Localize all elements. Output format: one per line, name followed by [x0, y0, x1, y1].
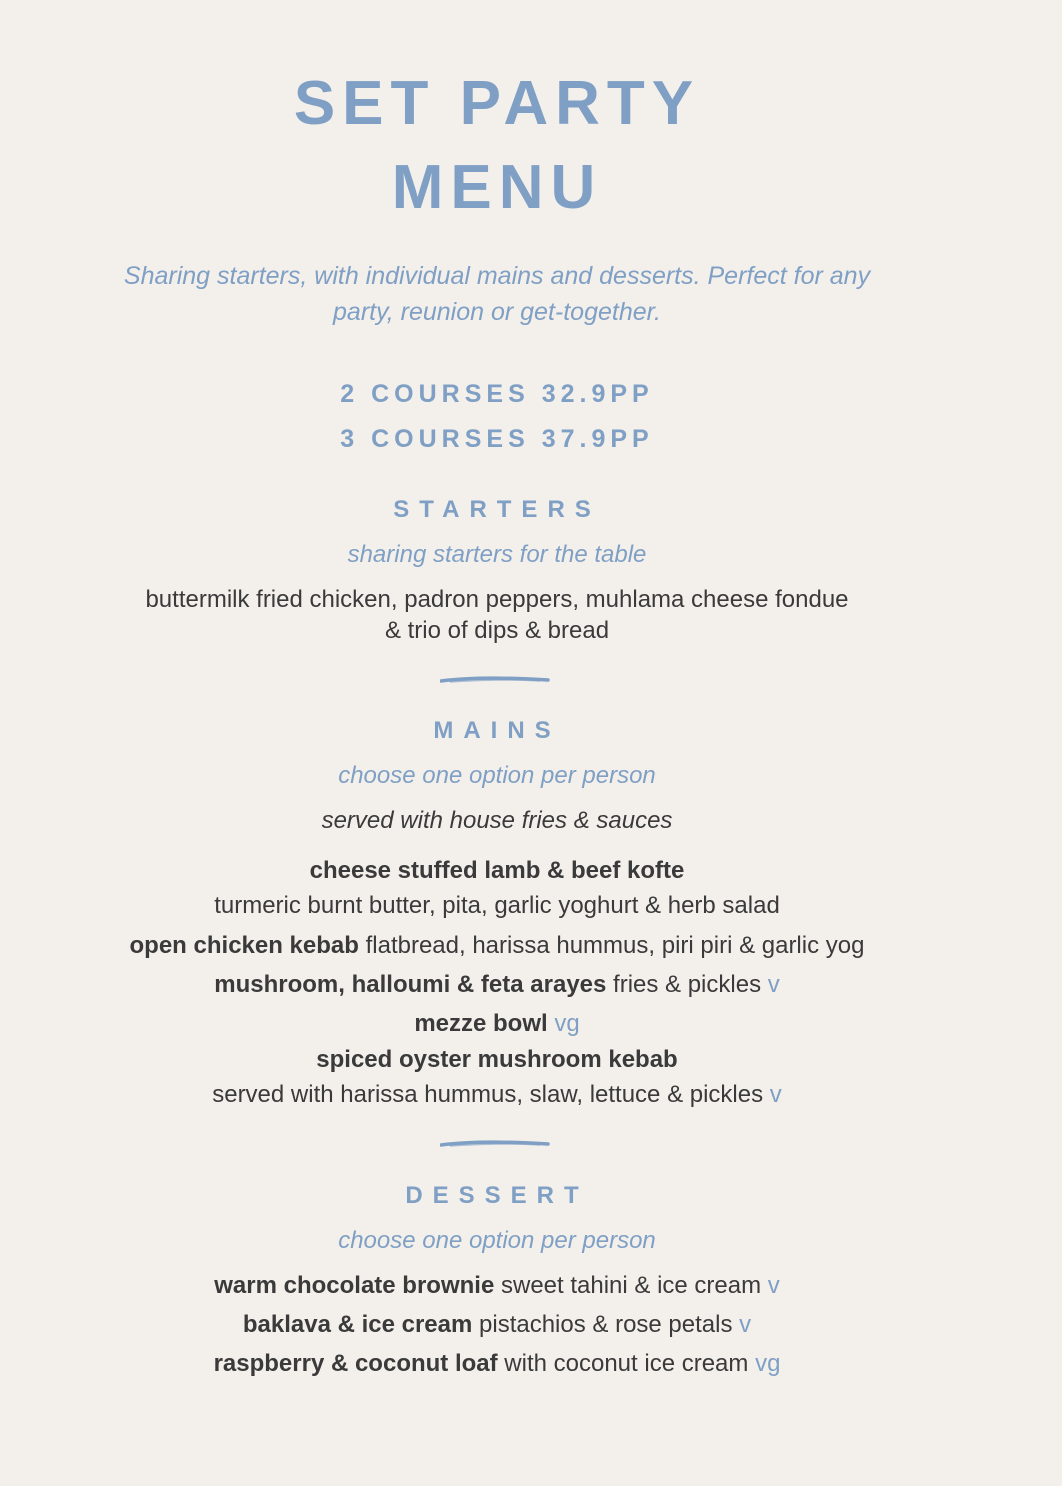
item-name: spiced oyster mushroom kebab: [316, 1046, 678, 1073]
vegetarian-tag: v: [769, 1081, 782, 1108]
dessert-item-brownie: [0, 1272, 994, 1300]
item-desc: pistachios & rose petals: [472, 1311, 740, 1338]
menu-intro: Sharing starters, with individual mains and desserts. Perfect for any party, reunion or get-together.: [123, 262, 871, 326]
vegan-tag: vg: [547, 1010, 580, 1037]
item-desc: fries & pickles: [606, 971, 768, 998]
mains-item-kofte-desc: turmeric burnt butter, pita, garlic yoghurt & herb salad: [214, 892, 780, 919]
vegetarian-tag: v: [767, 971, 780, 998]
menu-title: [0, 62, 994, 230]
menu-title-line1: SET PARTY: [293, 69, 701, 138]
starters-line2: & trio of dips & bread: [384, 617, 610, 644]
item-name: mezze bowl: [414, 1010, 548, 1037]
item-name: warm chocolate brownie: [214, 1272, 495, 1299]
vegetarian-tag: v: [767, 1272, 780, 1299]
mains-item-mushroom-kebab-name: [0, 1046, 994, 1074]
menu-title-line2: MENU: [391, 153, 603, 222]
brush-stroke-divider-icon: [440, 1139, 550, 1149]
item-desc: flatbread, harissa hummus, piri piri & garlic yog: [358, 932, 865, 959]
starters-heading: STARTERS: [393, 496, 601, 523]
mains-item-chicken-kebab: [0, 932, 994, 960]
item-desc: with coconut ice cream: [497, 1350, 756, 1377]
mains-item-mushroom-kebab-desc: [0, 1081, 994, 1109]
mains-item-arayes: [0, 971, 994, 999]
item-desc: sweet tahini & ice cream: [494, 1272, 768, 1299]
brush-stroke-divider-icon: [440, 675, 550, 685]
dessert-item-loaf: [0, 1350, 994, 1378]
item-desc: served with harissa hummus, slaw, lettuce & pickles: [212, 1081, 770, 1108]
starters-subtitle: sharing starters for the table: [347, 541, 647, 568]
item-name: open chicken kebab: [129, 932, 359, 959]
mains-note: served with house fries & sauces: [321, 807, 673, 834]
mains-item-kofte-name: [0, 857, 994, 885]
item-name: baklava & ice cream: [242, 1311, 473, 1338]
starters-line1: buttermilk fried chicken, padron peppers, muhlama cheese fondue: [145, 586, 849, 613]
price-three-courses: 3 COURSES 37.9PP: [340, 425, 654, 453]
dessert-subtitle: choose one option per person: [338, 1227, 656, 1254]
price-two-courses: 2 COURSES 32.9PP: [340, 380, 654, 408]
vegetarian-tag: v: [739, 1311, 752, 1338]
dessert-item-baklava: [0, 1311, 994, 1339]
mains-heading: MAINS: [433, 717, 561, 744]
starters-description: [0, 584, 994, 646]
item-name: raspberry & coconut loaf: [213, 1350, 498, 1377]
mains-item-mezze-bowl: [0, 1010, 994, 1038]
item-name: mushroom, halloumi & feta arayes: [214, 971, 607, 998]
mains-subtitle: choose one option per person: [338, 762, 656, 789]
dessert-heading: DESSERT: [405, 1182, 589, 1209]
item-name: cheese stuffed lamb & beef kofte: [309, 857, 685, 884]
vegan-tag: vg: [755, 1350, 781, 1377]
